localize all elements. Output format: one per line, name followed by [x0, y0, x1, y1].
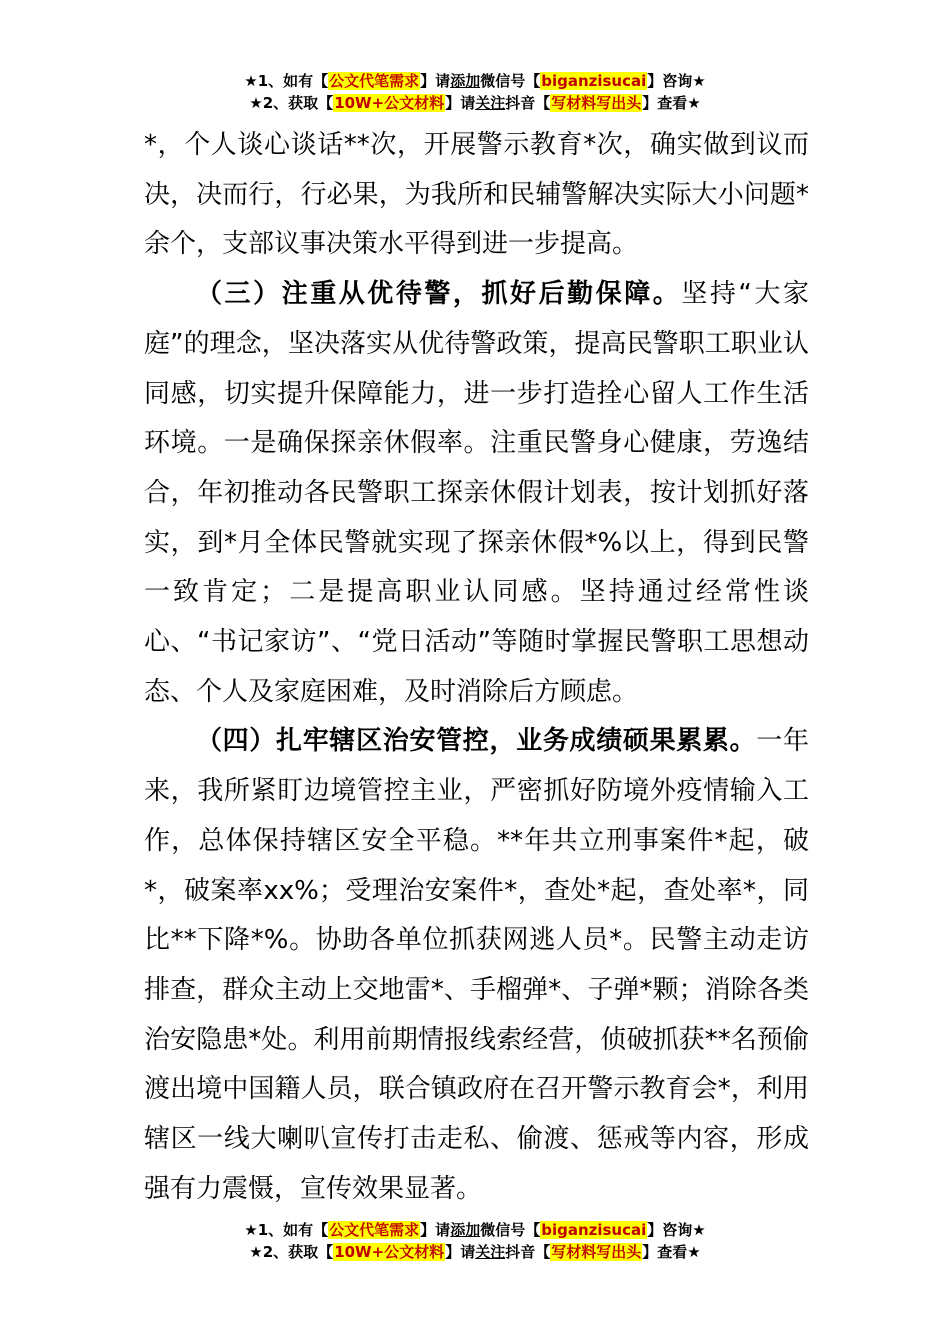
banner-line-2-middle-a: 】请	[445, 1243, 476, 1261]
paragraph-section-4	[144, 717, 809, 1214]
banner-line-2-middle-b: 抖音【	[505, 94, 551, 112]
banner-highlight-douyin-account: 写材料写出头	[551, 94, 642, 112]
banner-line-2-prefix: ★2、获取【	[249, 1243, 334, 1261]
banner-line-1-middle-b: 微信号【	[480, 1221, 541, 1239]
paragraph-text: *，个人谈心谈话**次，开展警示教育*次，确实做到议而决，决而行，行必果，为我所和民辅警解决实际大小问题*余个，支部议事决策水平得到进一步提高。	[144, 130, 809, 260]
document-body	[144, 121, 809, 1214]
banner-line-2-prefix: ★2、获取【	[249, 94, 334, 112]
paragraph-continuation	[144, 121, 809, 270]
banner-line-1-middle-b: 微信号【	[480, 72, 541, 90]
banner-line-1-middle-a: 】请	[420, 72, 451, 90]
banner-underlined-follow: 关注	[475, 1243, 506, 1261]
banner-line-2	[0, 1241, 950, 1263]
banner-line-2-middle-a: 】请	[445, 94, 476, 112]
paragraph-text: 坚持“大家庭”的理念，坚决落实从优待警政策，提高民警职工职业认同感，切实提升保障能力，进一步打造拴心留人工作生活环境。一是确保探亲休假率。注重民警身心健康，劳逸结合，年初推动各民警职工探亲休假计划表，按计划抓好落实，到*月全体民警就实现了探亲休假*%以上，得到民警一致肯定；二是提高职业认同感。坚持通过经常性谈心、“书记家访”、“党日活动”等随时掌握民警职工思想动态、个人及家庭困难，及时消除后方顾虑。	[144, 279, 809, 707]
banner-underlined-follow: 关注	[475, 94, 506, 112]
paragraph-section-3	[144, 270, 809, 717]
section-heading-3: （三）注重从优待警，抓好后勤保障。	[196, 279, 682, 310]
bottom-promo-banner	[0, 1219, 950, 1263]
banner-line-2	[0, 92, 950, 114]
banner-highlight-materials: 10W+公文材料	[334, 94, 445, 112]
banner-line-1-prefix: ★1、如有【	[244, 72, 329, 90]
banner-line-2-suffix: 】查看★	[642, 94, 701, 112]
banner-line-1-suffix: 】咨询★	[647, 72, 706, 90]
banner-line-2-middle-b: 抖音【	[505, 1243, 551, 1261]
banner-line-1	[0, 70, 950, 92]
banner-line-1-prefix: ★1、如有【	[244, 1221, 329, 1239]
section-heading-4: （四）扎牢辖区治安管控，业务成绩硕果累累。	[196, 726, 757, 757]
banner-line-2-suffix: 】查看★	[642, 1243, 701, 1261]
banner-highlight-service: 公文代笔需求	[329, 1221, 420, 1239]
banner-highlight-materials: 10W+公文材料	[334, 1243, 445, 1261]
banner-highlight-wechat-id: biganzisucai	[541, 1221, 647, 1239]
banner-underlined-add: 添加	[450, 1221, 481, 1239]
banner-underlined-add: 添加	[450, 72, 481, 90]
banner-line-1-suffix: 】咨询★	[647, 1221, 706, 1239]
banner-highlight-wechat-id: biganzisucai	[541, 72, 647, 90]
banner-line-1-middle-a: 】请	[420, 1221, 451, 1239]
banner-highlight-service: 公文代笔需求	[329, 72, 420, 90]
top-promo-banner	[0, 70, 950, 114]
banner-highlight-douyin-account: 写材料写出头	[551, 1243, 642, 1261]
banner-line-1	[0, 1219, 950, 1241]
paragraph-text: 一年来，我所紧盯边境管控主业，严密抓好防境外疫情输入工作，总体保持辖区安全平稳。**年共立刑事案件*起，破*，破案率xx%；受理治安案件*，查处*起，查处率*，同比**下降*%。协助各单位抓获网逃人员*。民警主动走访排查，群众主动上交地雷*、手榴弹*、子弹*颗；消除各类治安隐患*处。利用前期情报线索经营，侦破抓获**名预偷渡出境中国籍人员，联合镇政府在召开警示教育会*，利用辖区一线大喇叭宣传打击走私、偷渡、惩戒等内容，形成强有力震慑，宣传效果显著。	[144, 726, 809, 1204]
